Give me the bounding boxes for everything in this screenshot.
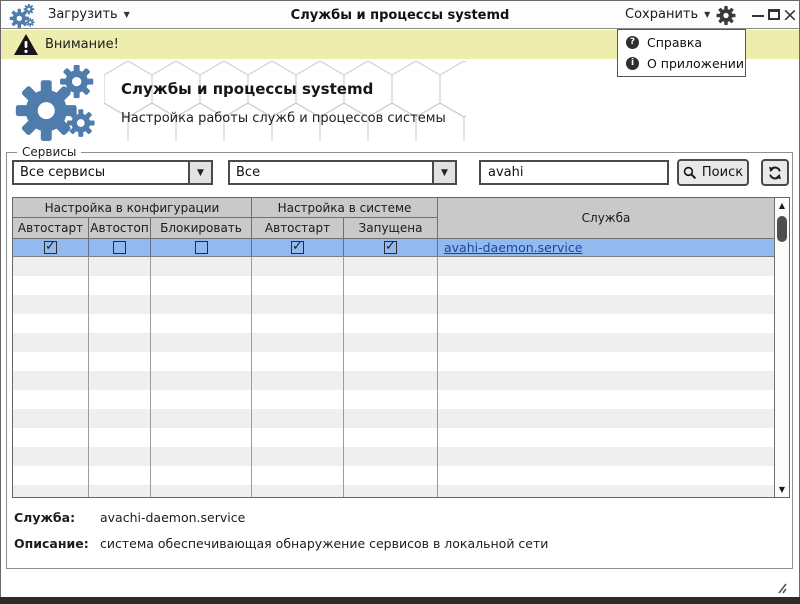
title-bar [1,1,799,29]
column-divider [88,257,89,497]
cell-autostop [89,239,151,256]
description-detail-label: Описание: [14,536,89,551]
services-table-content [13,198,774,497]
header-service-column[interactable]: Служба [438,198,774,239]
menu-item-about[interactable] [618,53,745,74]
header-config-group[interactable]: Настройка в конфигурации [13,198,252,218]
menu-item-about-label: О приложении [647,56,745,71]
scrollbar-thumb[interactable] [777,216,787,242]
running-checkbox[interactable]: ✓ [385,239,396,254]
chevron-down-icon: ▼ [432,162,455,183]
header-autostart-config[interactable]: Автостарт [13,218,89,239]
column-divider [437,257,438,497]
cell-service-name [438,239,774,256]
autostop-checkbox[interactable] [113,241,126,254]
chevron-down-icon: ▼ [188,162,211,183]
header-block[interactable]: Блокировать [151,218,252,239]
maximize-button[interactable] [768,9,780,20]
state-filter-select[interactable] [228,160,457,185]
block-checkbox[interactable] [195,241,208,254]
save-button-label: Сохранить [625,7,699,22]
cell-running [344,239,438,256]
chevron-down-icon: ▼ [704,10,711,19]
status-bar [1,570,799,597]
service-type-value: Все сервисы [20,165,106,180]
banner-gears-icon [14,65,102,141]
banner-title: Службы и процессы systemd [121,80,374,98]
scroll-down-icon[interactable]: ▼ [778,485,786,494]
help-icon: ? [626,36,639,49]
chevron-down-icon: ▼ [123,10,130,19]
service-detail-label: Служба: [14,510,76,525]
warning-triangle-icon [14,34,38,55]
header-system-group[interactable]: Настройка в системе [252,198,438,218]
table-row-selected[interactable] [13,239,774,257]
refresh-icon [767,165,783,181]
warning-label: Внимание! [45,37,119,52]
service-link[interactable]: avahi-daemon.service [444,240,583,255]
column-divider [251,257,252,497]
cell-autostart-config [13,239,89,256]
cell-autostart-system [252,239,344,256]
header-autostop[interactable]: Автостоп [89,218,151,239]
close-button[interactable]: × [782,4,798,26]
service-type-select[interactable] [12,160,213,185]
banner-subtitle: Настройка работы служб и процессов системы [121,111,446,126]
menu-item-help-label: Справка [647,35,703,50]
search-button[interactable] [677,159,749,186]
minimize-button[interactable] [752,15,764,17]
hexagon-pattern [104,61,466,141]
load-button-label: Загрузить [48,7,118,22]
service-detail-value: avachi-daemon.service [100,510,246,525]
column-divider [150,257,151,497]
window-title: Службы и процессы systemd [290,8,510,23]
search-input[interactable] [479,160,669,185]
autostart-system-checkbox[interactable]: ✓ [292,239,303,254]
services-groupbox-legend: Сервисы [17,145,81,159]
autostart-config-checkbox[interactable]: ✓ [45,239,56,254]
search-icon [683,166,697,180]
app-gears-icon [9,4,37,28]
cell-block [151,239,252,256]
table-empty-rows [13,257,774,497]
header-autostart-system[interactable]: Автостарт [252,218,344,239]
scroll-up-icon[interactable]: ▲ [778,201,786,210]
services-table [12,197,790,498]
save-button[interactable] [625,7,710,22]
settings-gear-icon[interactable] [716,6,736,25]
resize-grip[interactable] [773,582,787,594]
search-button-label: Поиск [701,165,744,180]
table-scrollbar[interactable] [774,198,789,497]
refresh-button[interactable] [761,159,789,186]
description-detail-value: система обеспечивающая обнаружение сервисов в локальной сети [100,536,549,551]
header-running[interactable]: Запущена [344,218,438,239]
menu-item-help[interactable] [618,32,745,53]
settings-menu [617,29,746,77]
load-button[interactable] [48,7,130,22]
window-bottom-edge [0,597,800,604]
state-filter-value: Все [236,165,261,180]
column-divider [343,257,344,497]
table-header [13,198,774,239]
info-icon: i [626,57,639,70]
